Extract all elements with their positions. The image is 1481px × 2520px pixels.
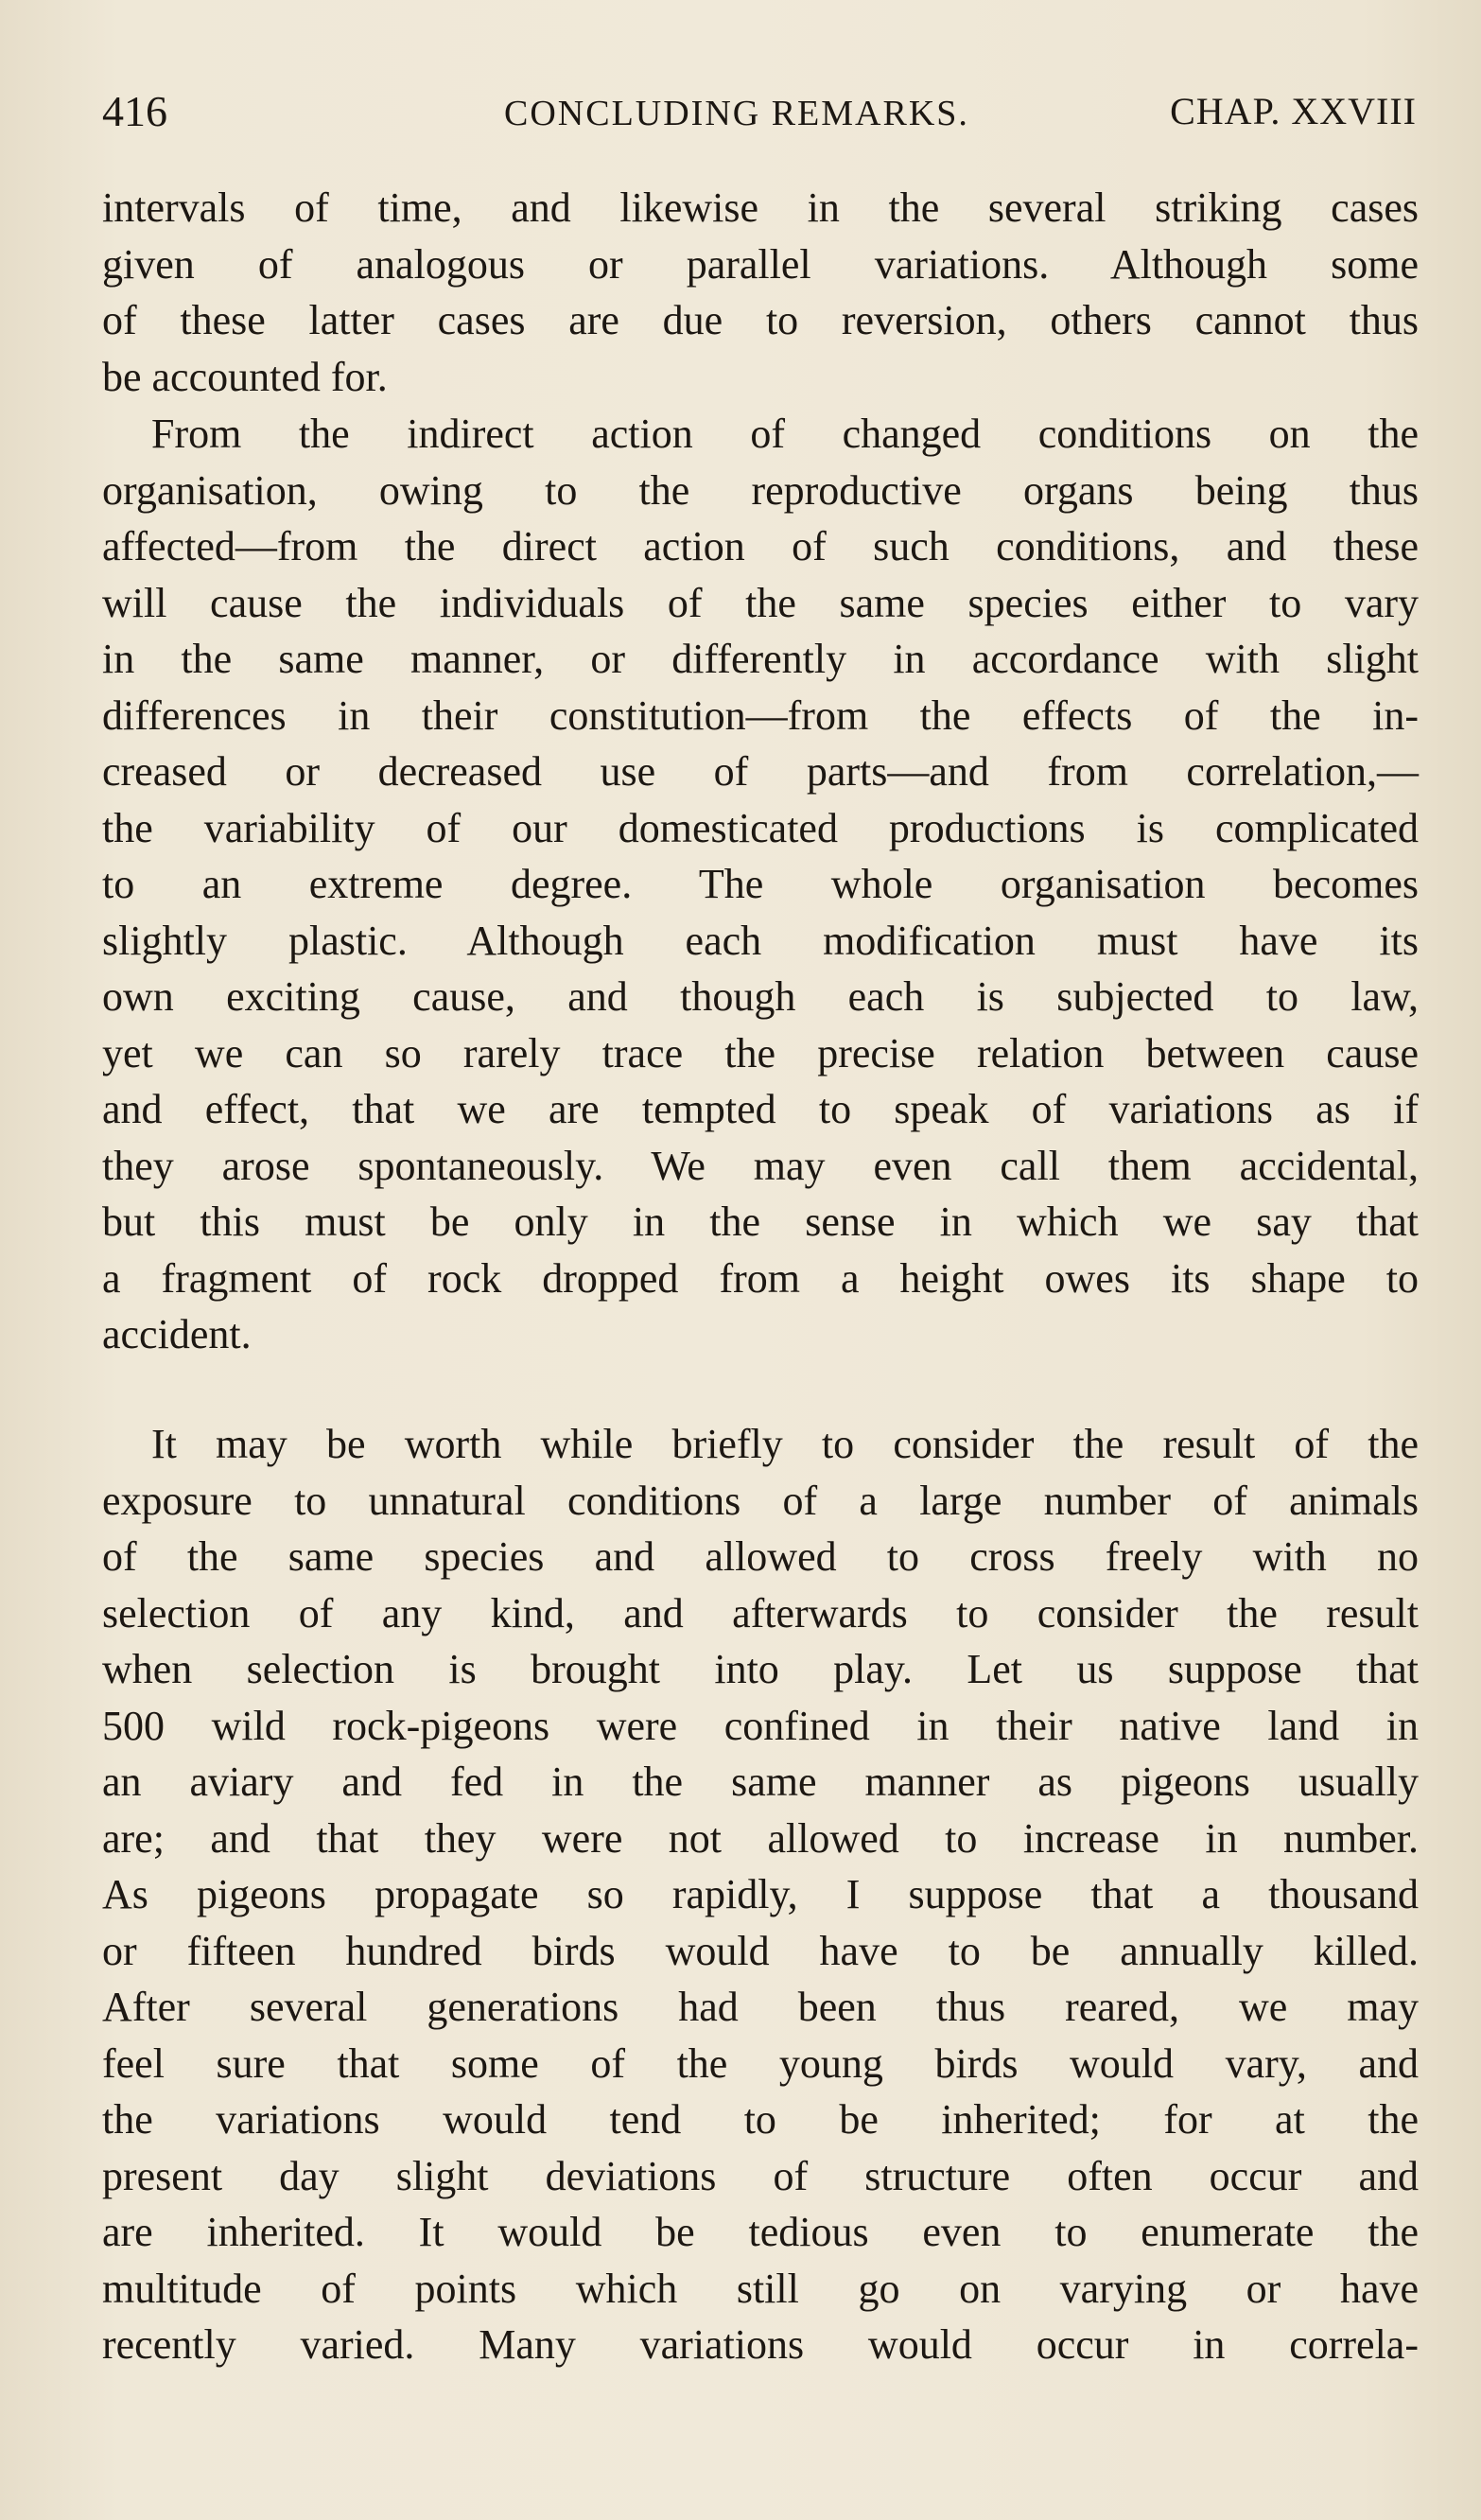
text-line: the variations would tend to be inherited; for at the	[102, 2096, 1419, 2143]
text-line: feel sure that some of the young birds would vary, and	[102, 2039, 1419, 2087]
page-number: 416	[102, 87, 167, 135]
text-line: From the indirect action of changed conditions on the	[151, 411, 1419, 457]
text-line: when selection is brought into play. Let us suppose that	[102, 1646, 1419, 1692]
text-line: organisation, owing to the reproductive organs being thus	[102, 466, 1419, 514]
running-title: CONCLUDING REMARKS.	[504, 94, 969, 133]
running-header	[102, 83, 1417, 140]
text-line: multitude of points which still go on varying or have	[102, 2265, 1419, 2312]
text-line: present day slight deviations of structure often occur and	[102, 2152, 1419, 2199]
text-line: a fragment of rock dropped from a height owes its shape to	[102, 1254, 1419, 1302]
text-line: It may be worth while briefly to consider the result of the	[151, 1421, 1419, 1467]
chapter-label: CHAP. XXVIII	[1170, 90, 1417, 132]
text-line: are; and that they were not allowed to increase in number.	[102, 1814, 1419, 1862]
text-line: affected—from the direct action of such conditions, and these	[102, 523, 1419, 569]
text-line: will cause the individuals of the same species either to vary	[102, 579, 1419, 626]
text-line: and effect, that we are tempted to speak of variations as if	[102, 1086, 1419, 1132]
text-line: After several generations had been thus reared, we may	[102, 1984, 1419, 2030]
text-line: to an extreme degree. The whole organisation becomes	[102, 861, 1419, 907]
text-line: an aviary and fed in the same manner as pigeons usually	[102, 1759, 1419, 1805]
text-line: of these latter cases are due to reversion, others cannot thus	[102, 297, 1419, 343]
text-line: they arose spontaneously. We may even call them accidental,	[102, 1142, 1419, 1189]
paragraph-continuation	[102, 180, 1419, 405]
text-line: exposure to unnatural conditions of a large number of animals	[102, 1477, 1419, 1524]
paragraph-variability	[102, 406, 1419, 1363]
text-line: in the same manner, or differently in accordance with slight	[102, 636, 1419, 682]
text-line: recently varied. Many variations would occur in correla-	[102, 2321, 1419, 2368]
text-line: be accounted for.	[102, 353, 388, 400]
text-line: the variability of our domesticated productions is complicated	[102, 804, 1419, 851]
text-line: but this must be only in the sense in which we say that	[102, 1199, 1419, 1245]
text-line: given of analogous or parallel variations. Although some	[102, 240, 1419, 288]
text-line: creased or decreased use of parts—and from correlation,—	[102, 748, 1419, 795]
paragraph-rock-pigeons	[102, 1416, 1419, 2373]
text-line: yet we can so rarely trace the precise relation between cause	[102, 1029, 1419, 1076]
text-line: slightly plastic. Although each modification must have its	[102, 917, 1419, 964]
text-line: differences in their constitution—from the effects of the in-	[102, 691, 1419, 739]
text-line: own exciting cause, and though each is subjected to law,	[102, 973, 1419, 1020]
text-line: As pigeons propagate so rapidly, I suppose that a thousand	[102, 1871, 1419, 1917]
text-line: of the same species and allowed to cross freely with no	[102, 1533, 1419, 1580]
text-line: are inherited. It would be tedious even to enumerate the	[102, 2209, 1419, 2255]
text-line: 500 wild rock-pigeons were confined in their native land in	[102, 1702, 1419, 1749]
text-line: accident.	[102, 1311, 252, 1357]
text-line: intervals of time, and likewise in the several striking cases	[102, 184, 1419, 231]
text-line: selection of any kind, and afterwards to consider the result	[102, 1589, 1419, 1636]
text-line: or fifteen hundred birds would have to be annually killed.	[102, 1927, 1419, 1974]
